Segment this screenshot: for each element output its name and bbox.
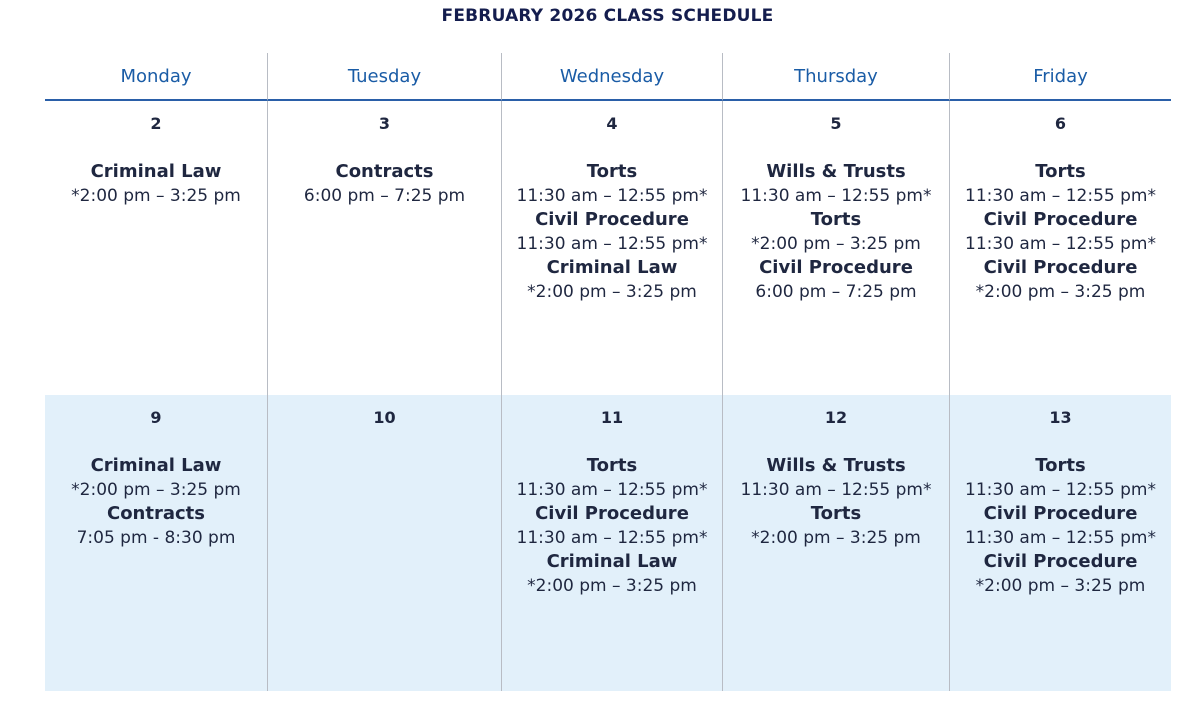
class-name: Wills & Trusts <box>766 161 906 182</box>
day-number: 12 <box>824 408 848 427</box>
day-number: 3 <box>378 114 391 133</box>
class-time: 11:30 am – 12:55 pm* <box>740 186 932 206</box>
class-name: Civil Procedure <box>983 551 1138 572</box>
class-time: *2:00 pm – 3:25 pm <box>975 282 1146 302</box>
day-header-monday: Monday <box>45 53 268 101</box>
schedule-calendar <box>45 53 1171 691</box>
day-number: 9 <box>150 408 162 427</box>
day-cell <box>950 395 1171 691</box>
day-number: 13 <box>1049 408 1072 427</box>
class-name: Torts <box>810 209 862 230</box>
class-name: Criminal Law <box>90 161 222 182</box>
class-time: 11:30 am – 12:55 pm* <box>516 234 708 254</box>
class-name: Contracts <box>106 503 205 524</box>
day-cell <box>268 101 502 395</box>
day-cell <box>45 395 268 691</box>
class-name: Civil Procedure <box>983 209 1138 230</box>
class-time: 7:05 pm - 8:30 pm <box>76 528 236 548</box>
day-header-wednesday: Wednesday <box>502 53 723 101</box>
class-time: 11:30 am – 12:55 pm* <box>516 480 708 500</box>
day-cell <box>502 395 723 691</box>
class-time: 11:30 am – 12:55 pm* <box>965 234 1156 254</box>
class-name: Civil Procedure <box>759 257 913 278</box>
day-number: 11 <box>600 408 624 427</box>
class-name: Contracts <box>335 161 434 182</box>
day-number: 5 <box>830 114 842 133</box>
day-number: 6 <box>1054 114 1067 133</box>
class-name: Torts <box>586 161 638 182</box>
page-title: FEBRUARY 2026 CLASS SCHEDULE <box>441 6 774 26</box>
day-cell <box>950 101 1171 395</box>
class-time: *2:00 pm – 3:25 pm <box>751 528 921 548</box>
class-name: Civil Procedure <box>983 503 1138 524</box>
class-time: 6:00 pm – 7:25 pm <box>303 186 466 206</box>
class-time: 11:30 am – 12:55 pm* <box>516 186 708 206</box>
day-cell <box>723 101 950 395</box>
class-time: *2:00 pm – 3:25 pm <box>975 576 1146 596</box>
class-name: Torts <box>586 455 638 476</box>
class-name: Civil Procedure <box>535 503 689 524</box>
class-name: Torts <box>1035 161 1086 182</box>
class-name: Criminal Law <box>546 257 678 278</box>
class-name: Criminal Law <box>546 551 678 572</box>
class-time: *2:00 pm – 3:25 pm <box>527 282 697 302</box>
day-cell <box>268 395 502 691</box>
day-header-thursday: Thursday <box>723 53 950 101</box>
day-header-friday: Friday <box>950 53 1171 101</box>
class-time: *2:00 pm – 3:25 pm <box>71 186 241 206</box>
day-number: 4 <box>606 114 618 133</box>
day-number: 10 <box>373 408 396 427</box>
day-cell <box>45 101 268 395</box>
class-name: Torts <box>810 503 862 524</box>
class-time: 11:30 am – 12:55 pm* <box>516 528 708 548</box>
class-time: 11:30 am – 12:55 pm* <box>965 528 1156 548</box>
day-cell <box>502 101 723 395</box>
day-cell <box>723 395 950 691</box>
class-name: Civil Procedure <box>535 209 689 230</box>
class-name: Criminal Law <box>90 455 222 476</box>
class-name: Civil Procedure <box>983 257 1138 278</box>
class-time: *2:00 pm – 3:25 pm <box>71 480 241 500</box>
class-name: Torts <box>1035 455 1086 476</box>
day-header-tuesday: Tuesday <box>268 53 502 101</box>
class-time: 11:30 am – 12:55 pm* <box>740 480 932 500</box>
class-name: Wills & Trusts <box>766 455 906 476</box>
class-time: 6:00 pm – 7:25 pm <box>755 282 917 302</box>
class-time: *2:00 pm – 3:25 pm <box>527 576 697 596</box>
day-number: 2 <box>150 114 162 133</box>
class-time: 11:30 am – 12:55 pm* <box>965 480 1156 500</box>
class-time: 11:30 am – 12:55 pm* <box>965 186 1156 206</box>
class-time: *2:00 pm – 3:25 pm <box>751 234 921 254</box>
